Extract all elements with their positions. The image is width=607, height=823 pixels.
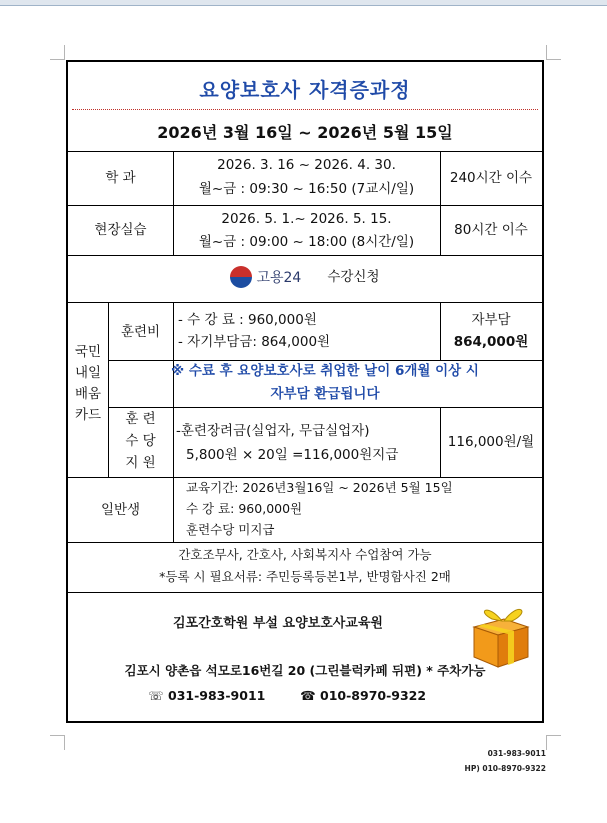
practice-times: 월~금 : 09:00 ~ 18:00 (8시간/일)	[198, 234, 415, 250]
practice-label: 현장실습	[94, 222, 147, 238]
row-divider	[68, 592, 542, 593]
allowance-label-line: 훈 련	[125, 411, 156, 427]
refund-notice-line: ※ 수료 후 요양보호사로 취업한 날이 6개월 이상 시	[171, 363, 479, 379]
goyong24-logo-text: 고용24	[256, 269, 302, 286]
dept-hours: 240시간 이수	[449, 170, 533, 186]
crop-mark-bottom-right	[546, 735, 561, 750]
row-divider	[68, 255, 542, 256]
allowance-line: -훈련장려금(실업자, 무급실업자)	[176, 423, 370, 439]
card-label-line: 내일	[74, 365, 102, 381]
required-documents-line: *등록 시 필요서류: 주민등록등본1부, 반명함사진 2매	[159, 569, 451, 584]
practice-hours: 80시간 이수	[454, 222, 528, 238]
fee-line: - 수 강 료 : 960,000원	[178, 312, 317, 328]
phone-icon: ☏	[148, 688, 164, 703]
mobile-phone-icon: ☎	[300, 688, 316, 703]
row-divider	[68, 542, 542, 543]
apply-text: 수강신청	[327, 269, 380, 285]
dept-dates: 2026. 3. 16 ~ 2026. 4. 30.	[217, 157, 396, 173]
allowance-line: 5,800원 × 20일 =116,000원지급	[186, 447, 399, 463]
page-footer-mobile: HP) 010-8970-9322	[464, 764, 546, 773]
crop-mark-bottom-left	[50, 735, 65, 750]
fee-line: - 자기부담금: 864,000원	[178, 334, 331, 350]
card-label-line: 국민	[74, 344, 102, 360]
card-label	[68, 342, 108, 426]
fee-label: 훈련비	[120, 324, 161, 340]
row-divider	[68, 205, 542, 206]
card-label-line: 배움	[74, 386, 102, 402]
allowance-detail	[176, 419, 398, 467]
allowance-amount: 116,000원/월	[447, 434, 535, 450]
self-burden-amount: 864,000원	[453, 334, 529, 350]
eligibility-note	[68, 544, 542, 588]
row-divider	[68, 151, 542, 152]
dept-times: 월~금 : 09:30 ~ 16:50 (7교시/일)	[198, 181, 415, 197]
col-divider	[173, 477, 174, 542]
general-line: 교육기간: 2026년3월16일 ~ 2026년 5월 15일	[186, 480, 453, 495]
row-divider	[68, 302, 542, 303]
organization-name: 김포간호학원 부설 요양보호사교육원	[173, 616, 383, 631]
mobile-number: 010-8970-9322	[320, 688, 427, 703]
general-detail	[186, 477, 453, 540]
contact-phones	[148, 685, 426, 707]
allowance-label-line: 지 원	[125, 455, 156, 471]
self-burden	[440, 309, 542, 353]
allowance-label	[108, 408, 173, 474]
practice-dates: 2026. 5. 1.~ 2026. 5. 15.	[221, 211, 392, 227]
phone-number: 031-983-9011	[168, 688, 266, 703]
refund-notice-line: 자부담 환급됩니다	[270, 386, 380, 402]
course-period: 2026년 3월 16일 ~ 2026년 5월 15일	[157, 122, 453, 142]
general-line: 훈련수당 미지급	[186, 522, 275, 537]
gift-box-icon	[466, 597, 536, 669]
self-burden-title: 자부담	[471, 312, 511, 328]
address: 김포시 양촌읍 석모로16번길 20 (그린블럭카페 뒤편) * 주차가능	[124, 663, 486, 678]
row-divider	[108, 407, 542, 408]
fee-detail	[178, 309, 330, 353]
eligibility-line: 간호조무사, 간호사, 사회복지사 수업참여 가능	[178, 547, 432, 562]
goyong24-apply-row	[68, 265, 542, 289]
flyer-title: 요양보호사 자격증과정	[199, 77, 411, 102]
page-footer-phone: 031-983-9011	[487, 749, 546, 758]
refund-notice	[108, 360, 542, 406]
allowance-label-line: 수 당	[125, 433, 156, 449]
korea-emblem-icon	[230, 266, 252, 288]
crop-mark-top-left	[50, 45, 65, 60]
dept-label: 학 과	[105, 170, 136, 186]
flyer-document	[66, 60, 544, 723]
title-divider	[72, 109, 538, 110]
crop-mark-top-right	[546, 45, 561, 60]
window-edge	[0, 0, 607, 6]
card-label-line: 카드	[74, 407, 102, 423]
general-line: 수 강 료: 960,000원	[186, 501, 303, 516]
general-label: 일반생	[100, 502, 141, 518]
